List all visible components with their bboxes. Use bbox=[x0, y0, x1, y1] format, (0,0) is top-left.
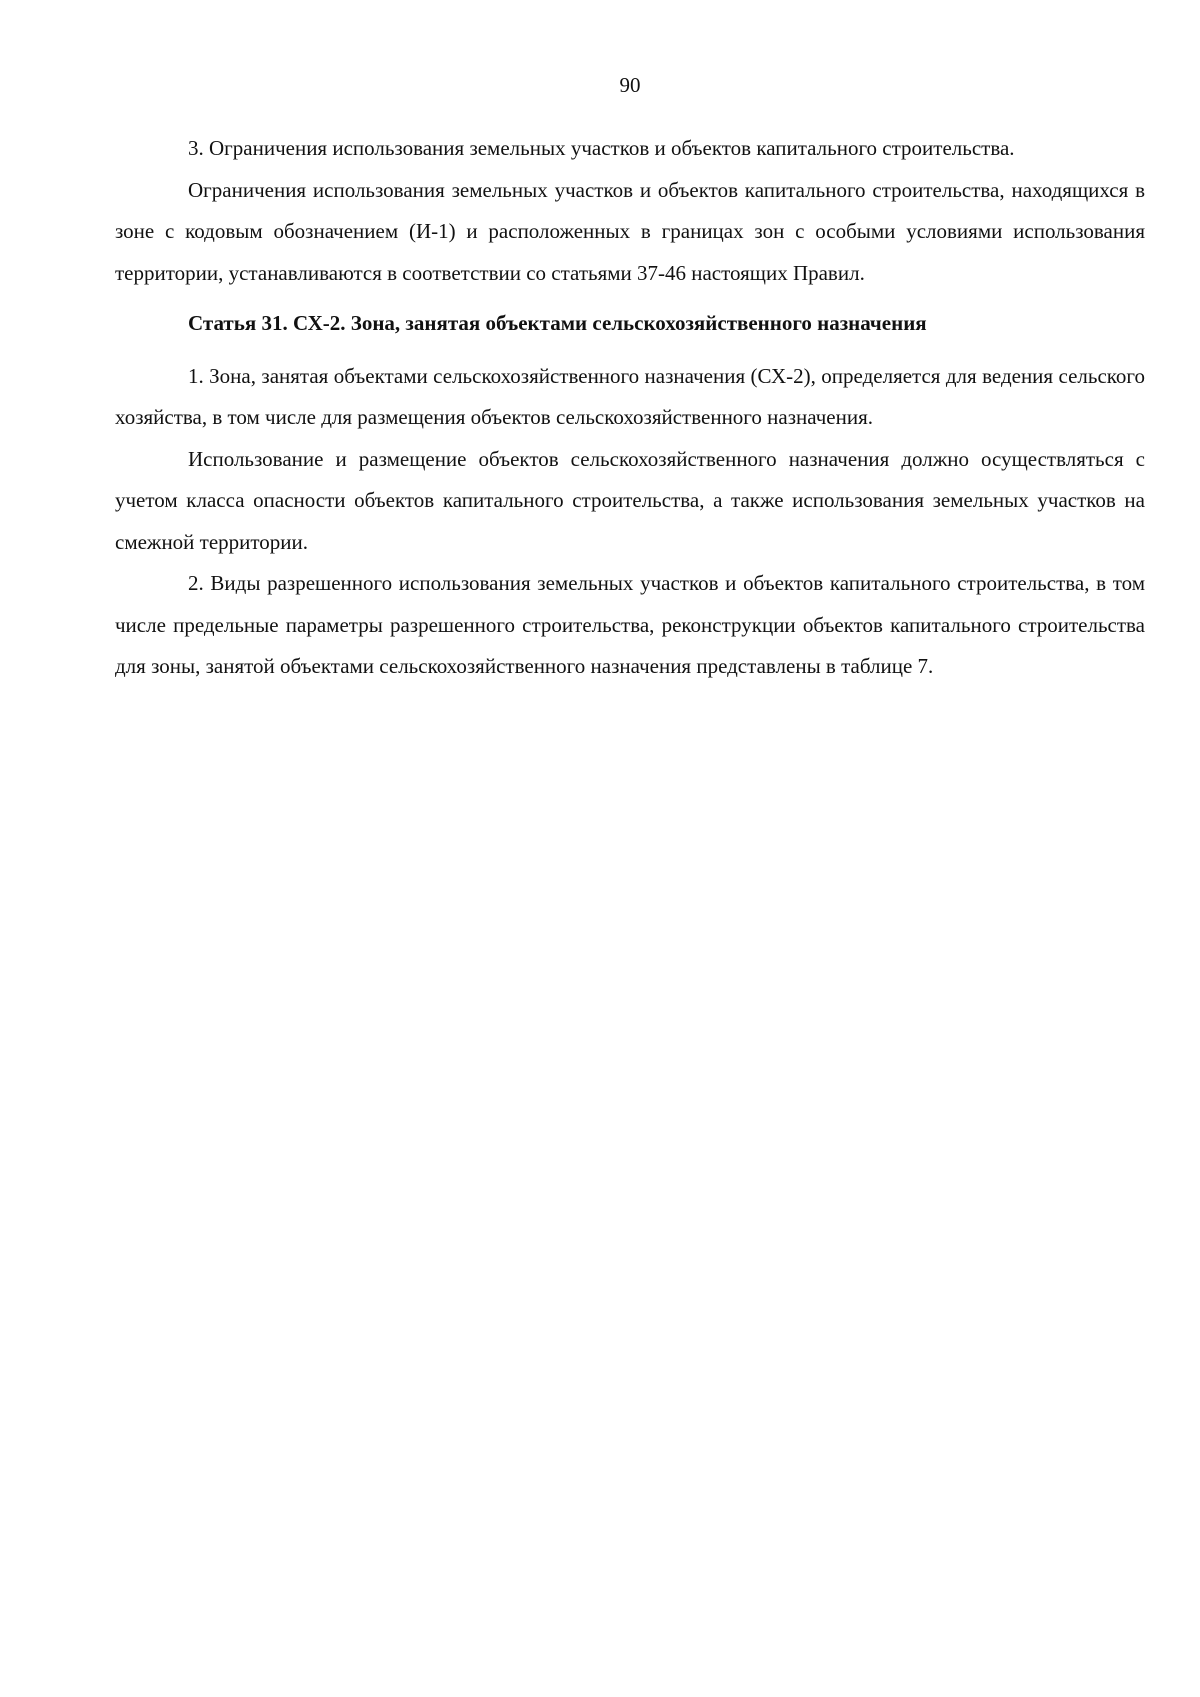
article-heading: Статья 31. СХ-2. Зона, занятая объектами сельскохозяйственного назначения bbox=[188, 311, 927, 335]
paragraph-zone-usage: Использование и размещение объектов сельскохозяйственного назначения должно осуществляться с учетом класса опасности объектов капитального строительства, а также использования земельных участков на смежной территории. bbox=[115, 446, 1145, 554]
paragraph-permitted-uses: 2. Виды разрешенного использования земельных участков и объектов капитального строительства, в том числе предельные параметры разрешенного строительства, реконструкции объектов капитального строительства для зоны, занятой объектами сельскохозяйственного назначения представлены в таблице 7. bbox=[115, 571, 1145, 678]
paragraph-zone-definition: 1. Зона, занятая объектами сельскохозяйственного назначения (СХ-2), определяется для ведения сельского хозяйства, в том числе для размещения объектов сельскохозяйственного назначения. bbox=[115, 363, 1145, 429]
document-body bbox=[115, 128, 1145, 688]
paragraph-restrictions-title: 3. Ограничения использования земельных участков и объектов капитального строительства. bbox=[188, 136, 1015, 160]
paragraph-restrictions-text: Ограничения использования земельных участков и объектов капитального строительства, находящихся в зоне с кодовым обозначением (И-1) и расположенных в границах зон с особыми условиями использования территории, устанавливаются в соответствии со статьями 37-46 настоящих Правил. bbox=[115, 177, 1145, 285]
page-number: 90 bbox=[619, 73, 641, 97]
